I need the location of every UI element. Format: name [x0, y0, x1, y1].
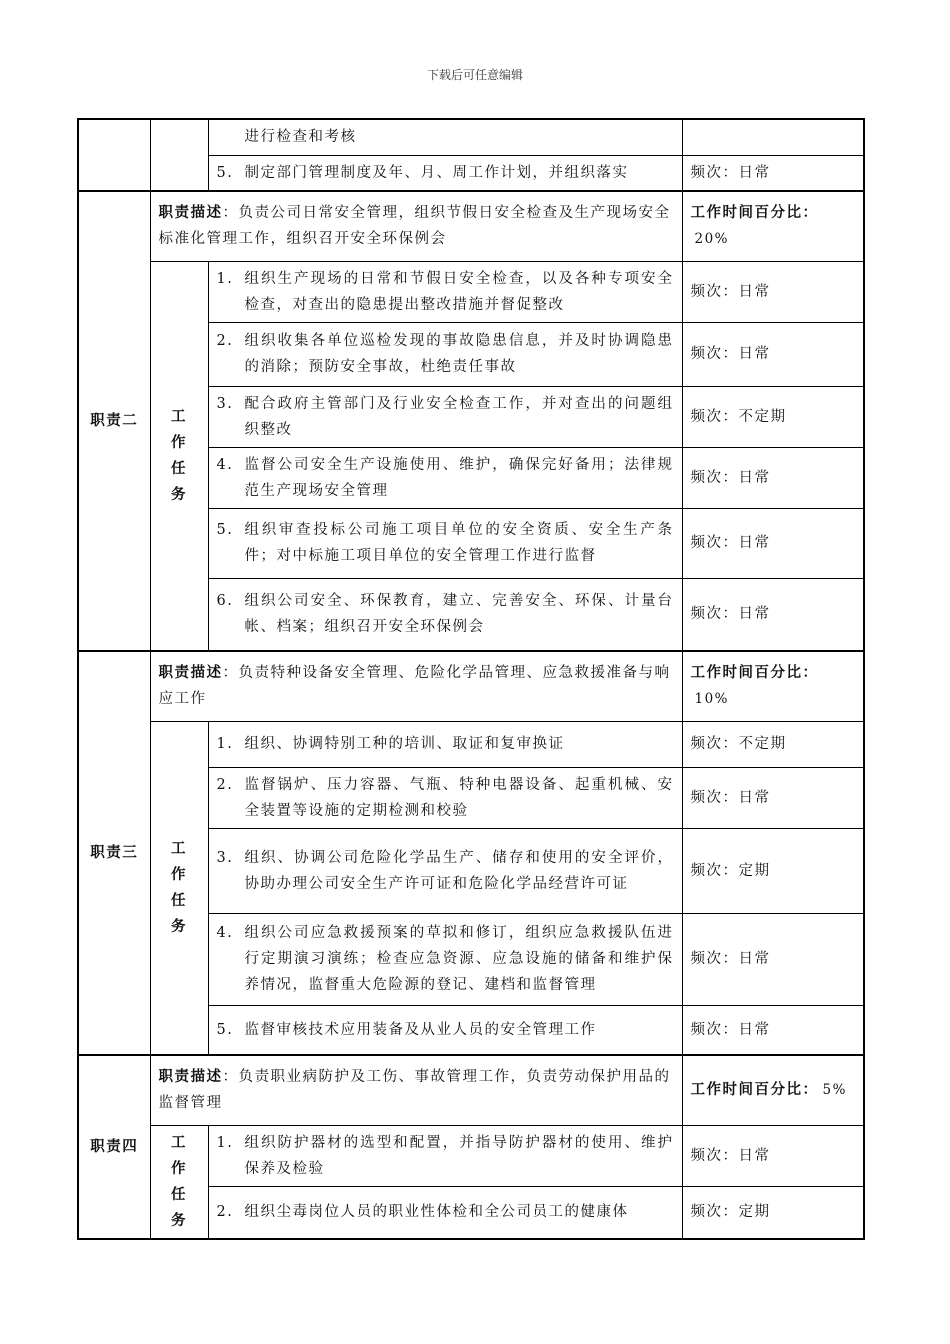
work-task-label: 工作任务 — [150, 721, 208, 1055]
frequency-cell: 频次：日常 — [682, 1125, 864, 1186]
task-number: 2. — [216, 776, 234, 793]
table-row — [78, 721, 864, 767]
table-row — [78, 651, 864, 721]
percent-value: 5% — [822, 1082, 847, 1099]
task-cell — [208, 828, 682, 913]
task-number: 2. — [216, 1204, 234, 1221]
duty-description — [150, 1055, 682, 1125]
work-task-label — [150, 119, 208, 191]
table-row — [78, 191, 864, 261]
duty-table — [77, 118, 865, 1240]
frequency-cell: 频次：日常 — [682, 447, 864, 508]
task-text: 组织收集各单位巡检发现的事故隐患信息，并及时协调隐患的消除；预防安全事故，杜绝责任事故 — [244, 333, 674, 375]
task-number: 2. — [216, 333, 234, 349]
frequency-cell: 频次：日常 — [682, 767, 864, 828]
task-cell — [208, 1125, 682, 1186]
task-cell — [208, 1186, 682, 1238]
table-row — [78, 1055, 864, 1125]
description-text: ：负责公司日常安全管理，组织节假日安全检查及生产现场安全标准化管理工作，组织召开安全环保例会 — [158, 205, 671, 248]
description-text: ：负责特种设备安全管理、危险化学品管理、应急救援准备与响应工作 — [158, 665, 671, 708]
task-cell — [208, 508, 682, 578]
task-text: 组织审查投标公司施工项目单位的安全资质、安全生产条件；对中标施工项目单位的安全管理工作进行监督 — [244, 522, 674, 564]
frequency-cell: 频次：日常 — [682, 913, 864, 1005]
duty-label: 职责四 — [78, 1055, 150, 1239]
task-number: 6. — [216, 593, 234, 610]
work-time-percent — [682, 1055, 864, 1125]
duty-description — [150, 191, 682, 261]
task-number: 1. — [216, 1134, 234, 1151]
frequency-cell: 频次：日常 — [682, 155, 864, 191]
description-text: ：负责职业病防护及工伤、事故管理工作，负责劳动保护用品的监督管理 — [158, 1069, 671, 1112]
table-row — [78, 261, 864, 322]
frequency-cell: 频次：不定期 — [682, 721, 864, 767]
description-label: 职责描述 — [158, 1068, 223, 1086]
task-cell — [208, 447, 682, 508]
duty-description — [150, 651, 682, 721]
frequency-cell: 频次：日常 — [682, 578, 864, 651]
percent-label: 工作时间百分比： — [690, 1081, 819, 1099]
task-cell — [208, 119, 682, 155]
percent-label: 工作时间百分比： — [690, 664, 819, 682]
frequency-cell: 频次：日常 — [682, 261, 864, 322]
task-cell — [208, 767, 682, 828]
task-number: 1. — [216, 270, 234, 287]
frequency-cell: 频次：定期 — [682, 828, 864, 913]
frequency-cell: 频次：日常 — [682, 322, 864, 386]
task-cell — [208, 578, 682, 651]
task-text: 监督公司安全生产设施使用、维护，确保完好备用；法律规范生产现场安全管理 — [244, 456, 674, 499]
task-number: 5. — [216, 164, 234, 181]
duty-label — [78, 119, 150, 191]
description-label: 职责描述 — [158, 204, 223, 222]
task-number — [217, 124, 245, 150]
frequency-cell — [682, 119, 864, 155]
table-row — [78, 119, 864, 155]
task-text: 进行检查和考核 — [244, 129, 357, 146]
task-cell — [208, 913, 682, 1005]
task-number: 5. — [216, 1021, 234, 1038]
task-number: 3. — [216, 395, 234, 412]
task-text: 组织防护器材的选型和配置，并指导防护器材的使用、维护保养及检验 — [244, 1134, 674, 1177]
task-text: 组织、协调特别工种的培训、取证和复审换证 — [244, 736, 565, 752]
task-number: 1. — [216, 736, 234, 752]
task-cell — [208, 322, 682, 386]
work-task-label: 工作任务 — [150, 1125, 208, 1239]
duty-label: 职责三 — [78, 651, 150, 1055]
task-number: 4. — [216, 925, 234, 941]
task-number: 3. — [216, 849, 234, 866]
work-time-percent — [682, 651, 864, 721]
task-text: 组织公司安全、环保教育，建立、完善安全、环保、计量台帐、档案；组织召开安全环保例会 — [244, 593, 674, 636]
frequency-cell: 频次：定期 — [682, 1186, 864, 1238]
frequency-cell: 频次：不定期 — [682, 386, 864, 447]
task-number: 5. — [216, 522, 234, 538]
task-cell — [208, 1005, 682, 1055]
duty-label: 职责二 — [78, 191, 150, 651]
work-time-percent — [682, 191, 864, 261]
percent-value: 20% — [694, 231, 730, 248]
frequency-cell: 频次：日常 — [682, 1005, 864, 1055]
task-text: 监督审核技术应用装备及从业人员的安全管理工作 — [244, 1021, 597, 1038]
frequency-cell: 频次：日常 — [682, 508, 864, 578]
page-header: 下载后可任意编辑 — [426, 68, 523, 82]
task-cell — [208, 155, 682, 191]
task-text: 制定部门管理制度及年、月、周工作计划，并组织落实 — [244, 164, 629, 181]
percent-label: 工作时间百分比： — [690, 204, 819, 222]
task-text: 监督锅炉、压力容器、气瓶、特种电器设备、起重机械、安全装置等设施的定期检测和校验 — [244, 776, 674, 819]
task-text: 组织尘毒岗位人员的职业性体检和全公司员工的健康体 — [244, 1204, 629, 1221]
task-cell — [208, 721, 682, 767]
task-number: 4. — [216, 456, 234, 473]
task-cell — [208, 386, 682, 447]
task-cell — [208, 261, 682, 322]
description-label: 职责描述 — [158, 664, 223, 682]
percent-value: 10% — [694, 691, 730, 708]
work-task-label: 工作任务 — [150, 261, 208, 651]
task-text: 组织公司应急救援预案的草拟和修订，组织应急救援队伍进行定期演习演练；检查应急资源、应急设施的储备和维护保养情况，监督重大危险源的登记、建档和监督管理 — [244, 925, 674, 993]
task-text: 配合政府主管部门及行业安全检查工作，并对查出的问题组织整改 — [244, 395, 674, 438]
task-text: 组织生产现场的日常和节假日安全检查，以及各种专项安全检查，对查出的隐患提出整改措施并督促整改 — [244, 270, 674, 313]
task-text: 组织、协调公司危险化学品生产、储存和使用的安全评价，协助办理公司安全生产许可证和危险化学品经营许可证 — [244, 849, 674, 892]
table-row — [78, 1125, 864, 1186]
